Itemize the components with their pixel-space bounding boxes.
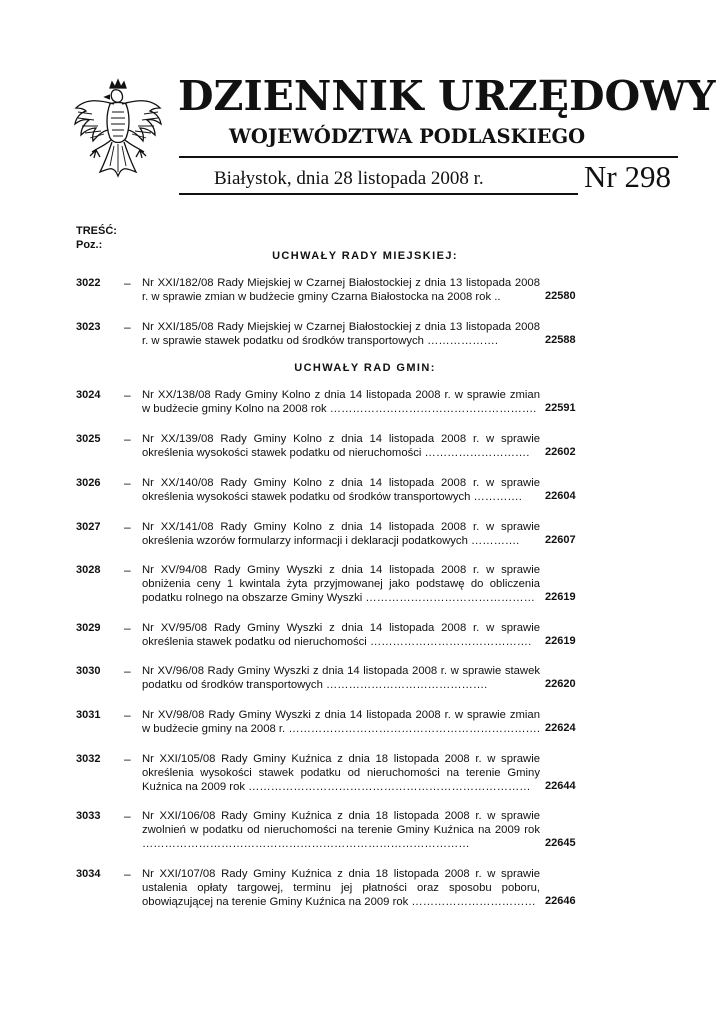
entry-page: 22646: [545, 895, 576, 907]
header-rule-top: [179, 156, 678, 158]
poz-label: Poz.:: [76, 239, 103, 251]
entry-number: 3024: [76, 389, 101, 401]
section-heading: UCHWAŁY RADY MIEJSKIEJ:: [272, 250, 458, 262]
entry-page: 22645: [545, 837, 576, 849]
tresc-label: TREŚĆ:: [76, 225, 117, 237]
entry-description: Nr XX/139/08 Rady Gminy Kolno z dnia 14 listopada 2008 r. w sprawie określenia wysokości stawek podatku od nieruchomości ……………………….: [142, 433, 540, 459]
entry-number: 3033: [76, 810, 101, 822]
entry-description: Nr XXI/105/08 Rady Gminy Kuźnica z dnia 18 listopada 2008 r. w sprawie określenia wysokości stawek podatku od nieruchomości na terenie Gminy Kuźnica na 2009 rok …………………………………………………………………: [142, 753, 540, 793]
entry-dash: –: [124, 276, 131, 290]
entry-description: Nr XV/96/08 Rady Gminy Wyszki z dnia 14 listopada 2008 r. w sprawie stawek podatku od środków transportowych …………………………………….: [142, 665, 540, 691]
entry-description: Nr XX/138/08 Rady Gminy Kolno z dnia 14 listopada 2008 r. w sprawie zmian w budżecie gminy Kolno na 2008 rok ……………………………………………….: [142, 389, 540, 415]
entry-page: 22580: [545, 290, 576, 302]
entry-number: 3034: [76, 868, 101, 880]
entry-dash: –: [124, 664, 131, 678]
entry-number: 3026: [76, 477, 101, 489]
place-date: Białystok, dnia 28 listopada 2008 r.: [214, 168, 484, 189]
entry-page: 22624: [545, 722, 576, 734]
entry-page: 22619: [545, 591, 576, 603]
section-heading: UCHWAŁY RAD GMIN:: [294, 362, 436, 374]
entry-number: 3022: [76, 277, 101, 289]
entry-dash: –: [124, 476, 131, 490]
entry-number: 3029: [76, 622, 101, 634]
entry-dash: –: [124, 388, 131, 402]
entry-page: 22602: [545, 446, 576, 458]
entry-number: 3032: [76, 753, 101, 765]
entry-dash: –: [124, 708, 131, 722]
toc-label: [76, 224, 117, 252]
entry-dash: –: [124, 809, 131, 823]
entry-description: Nr XXI/106/08 Rady Gminy Kuźnica z dnia 18 listopada 2008 r. w sprawie zwolnień w podatku od nieruchomości na terenie Gminy Kuźnica na 2009 rok ……………………………………………………………………………: [142, 810, 540, 850]
entry-number: 3031: [76, 709, 101, 721]
entry-description: Nr XXI/185/08 Rady Miejskiej w Czarnej Białostockiej z dnia 13 listopada 2008 r. w sprawie stawek podatku od środków transportowych ……………….: [142, 321, 540, 347]
eagle-emblem-icon: [70, 78, 166, 178]
entry-page: 22604: [545, 490, 576, 502]
entry-number: 3023: [76, 321, 101, 333]
entry-page: 22607: [545, 534, 576, 546]
journal-subtitle: WOJEWÓDZTWA PODLASKIEGO: [229, 125, 586, 148]
issue-number: Nr 298: [584, 159, 671, 194]
entry-description: Nr XXI/107/08 Rady Gminy Kuźnica z dnia 18 listopada 2008 r. w sprawie ustalenia opłaty targowej, terminu jej płatności oraz sposobu poboru, obowiązującej na terenie Gminy Kuźnica na 2009 rok ……………………………: [142, 868, 540, 908]
entry-page: 22588: [545, 334, 576, 346]
entry-number: 3027: [76, 521, 101, 533]
entry-number: 3025: [76, 433, 101, 445]
entry-page: 22644: [545, 780, 576, 792]
header-rule-bottom: [179, 193, 578, 195]
entry-page: 22619: [545, 635, 576, 647]
entry-dash: –: [124, 320, 131, 334]
entry-dash: –: [124, 752, 131, 766]
entry-dash: –: [124, 867, 131, 881]
entry-page: 22620: [545, 678, 576, 690]
entry-dash: –: [124, 563, 131, 577]
entry-dash: –: [124, 621, 131, 635]
entry-dash: –: [124, 432, 131, 446]
entry-page: 22591: [545, 402, 576, 414]
entry-description: Nr XV/94/08 Rady Gminy Wyszki z dnia 14 listopada 2008 r. w sprawie obniżenia ceny 1 kwintala żyta przyjmowanej jako podstawę do obliczenia podatku rolnego na obszarze Gminy Wyszki ………………………………………: [142, 564, 540, 604]
entry-description: Nr XV/95/08 Rady Gminy Wyszki z dnia 14 listopada 2008 r. w sprawie określenia stawek podatku od nieruchomości …………………………………….: [142, 622, 540, 648]
entry-number: 3028: [76, 564, 101, 576]
entry-number: 3030: [76, 665, 101, 677]
entry-description: Nr XXI/182/08 Rady Miejskiej w Czarnej Białostockiej z dnia 13 listopada 2008 r. w sprawie zmian w budżecie gminy Czarna Białostocka na 2008 rok ..: [142, 277, 540, 303]
entry-description: Nr XX/141/08 Rady Gminy Kolno z dnia 14 listopada 2008 r. w sprawie określenia wzorów formularzy informacji i deklaracji podatkowych ………….: [142, 521, 540, 547]
entry-description: Nr XX/140/08 Rady Gminy Kolno z dnia 14 listopada 2008 r. w sprawie określenia wysokości stawek podatku od środków transportowych ………….: [142, 477, 540, 503]
entry-dash: –: [124, 520, 131, 534]
entry-description: Nr XV/98/08 Rady Gminy Wyszki z dnia 14 listopada 2008 r. w sprawie zmian w budżecie gminy na 2008 r. ………………………………………………………….: [142, 709, 540, 735]
journal-title: DZIENNIK URZĘDOWY: [178, 72, 716, 120]
